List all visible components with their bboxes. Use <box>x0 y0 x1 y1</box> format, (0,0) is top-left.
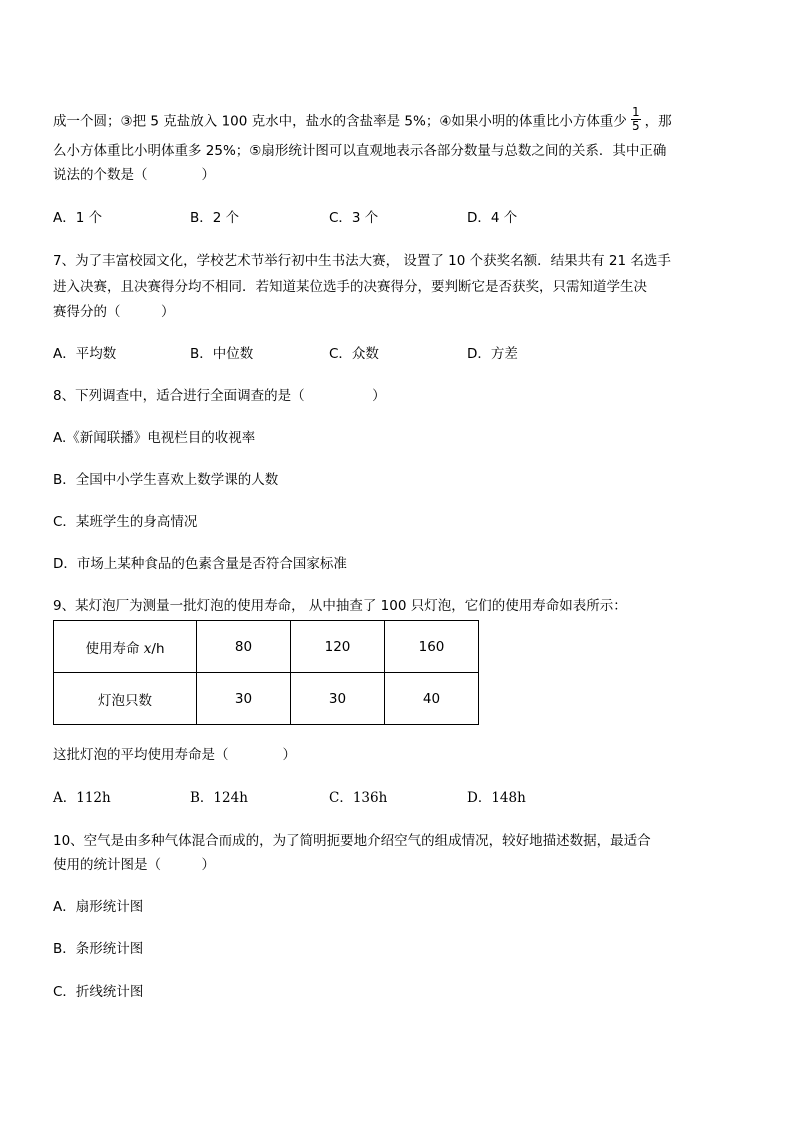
q7-line-3: 赛得分的（ ） <box>53 304 175 320</box>
q6-option-c[interactable]: C．3 个 <box>329 210 379 226</box>
q6-line-1-tail: ，那 <box>644 113 672 130</box>
table-cell: 30 <box>197 673 291 725</box>
q10-line-1: 10、空气是由多种气体混合而成的，为了简明扼要地介绍空气的组成情况，较好地描述数据，最适合 <box>53 833 651 849</box>
q9-question: 这批灯泡的平均使用寿命是（ ） <box>53 747 296 763</box>
q7-line-1: 7、为了丰富校园文化，学校艺术节举行初中生书法大赛， 设置了 10 个获奖名额．结果共有 21 名选手 <box>53 253 671 269</box>
table-header-lifespan <box>54 621 197 673</box>
q9-option-c[interactable]: C．136h <box>329 790 388 806</box>
q8-option-b[interactable]: B．全国中小学生喜欢上数学课的人数 <box>53 472 279 488</box>
lifespan-unit: /h <box>151 640 165 657</box>
q9-stem: 9、某灯泡厂为测量一批灯泡的使用寿命， 从中抽查了 100 只灯泡，它们的使用寿命如表所示： <box>53 598 627 614</box>
table-cell: 120 <box>291 621 385 673</box>
fraction-one-fifth <box>631 106 641 133</box>
table-row-count <box>54 673 479 725</box>
q6-line-3: 说法的个数是（ ） <box>53 167 215 183</box>
lifespan-label: 使用寿命 <box>85 640 140 657</box>
q10-line-2: 使用的统计图是（ ） <box>53 857 215 873</box>
lifespan-variable: x <box>143 640 152 657</box>
table-cell: 30 <box>291 673 385 725</box>
q9-option-b[interactable]: B．124h <box>190 790 248 806</box>
q6-line-2: 么小方体重比小明体重多 25%；⑤扇形统计图可以直观地表示各部分数量与总数之间的关系．其中正确 <box>53 143 667 159</box>
q10-option-b[interactable]: B．条形统计图 <box>53 941 144 957</box>
q6-option-a[interactable]: A．1 个 <box>53 210 103 226</box>
q8-stem: 8、下列调查中，适合进行全面调查的是（ ） <box>53 388 386 404</box>
table-header-count: 灯泡只数 <box>54 673 197 725</box>
q9-option-d[interactable]: D．148h <box>467 790 526 806</box>
fraction-numerator: 1 <box>631 105 640 119</box>
q7-option-c[interactable]: C．众数 <box>329 346 379 362</box>
q7-option-d[interactable]: D．方差 <box>467 346 518 362</box>
table-row-lifespan <box>54 621 479 673</box>
table-cell: 40 <box>385 673 479 725</box>
q6-option-d[interactable]: D．4 个 <box>467 210 518 226</box>
q8-option-c[interactable]: C．某班学生的身高情况 <box>53 514 198 530</box>
q8-option-d[interactable]: D．市场上某种食品的色素含量是否符合国家标准 <box>53 556 347 572</box>
q10-option-a[interactable]: A．扇形统计图 <box>53 899 144 915</box>
fraction-denominator: 5 <box>631 119 640 133</box>
lifespan-table <box>53 620 479 725</box>
q6-option-b[interactable]: B．2 个 <box>190 210 240 226</box>
q8-option-a[interactable]: A.《新闻联播》电视栏目的收视率 <box>53 430 256 446</box>
q9-option-a[interactable]: A．112h <box>53 790 111 806</box>
q10-option-c[interactable]: C．折线统计图 <box>53 984 144 1000</box>
q6-line-1 <box>53 105 672 135</box>
q7-option-b[interactable]: B．中位数 <box>190 346 254 362</box>
q7-option-a[interactable]: A．平均数 <box>53 346 117 362</box>
table-cell: 80 <box>197 621 291 673</box>
table-cell: 160 <box>385 621 479 673</box>
q6-line-1-text: 成一个圆；③把 5 克盐放入 100 克水中，盐水的含盐率是 5%；④如果小明的体重比小方体重少 <box>53 113 627 130</box>
q7-line-2: 进入决赛，且决赛得分均不相同．若知道某位选手的决赛得分，要判断它是否获奖，只需知道学生决 <box>53 279 647 295</box>
